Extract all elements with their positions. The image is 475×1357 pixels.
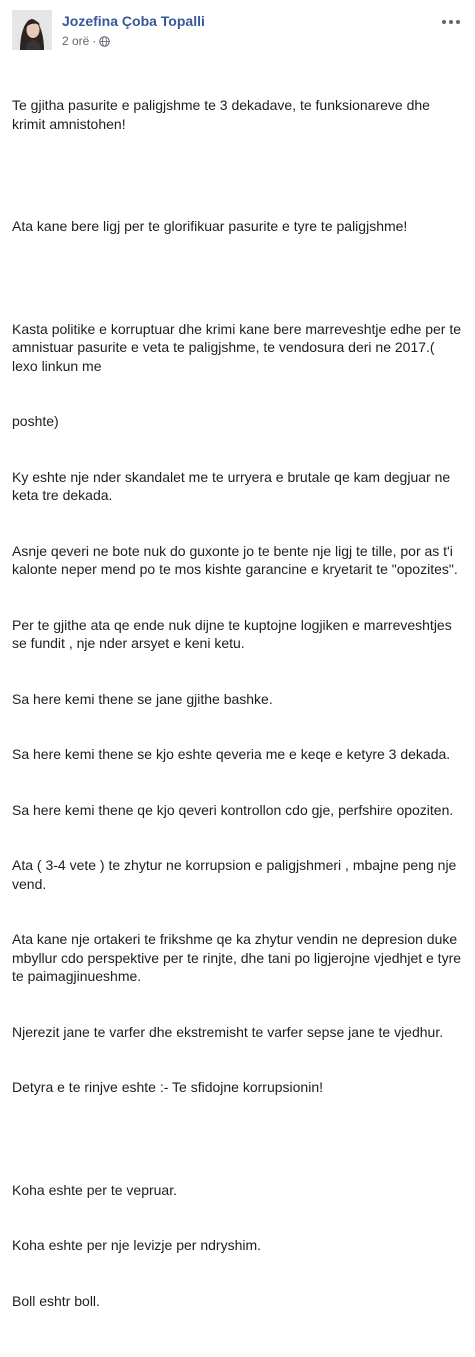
post-line: Njerezit jane te varfer dhe ekstremisht te varfer sepse jane te vjedhur.	[12, 1023, 444, 1040]
meta-separator: ·	[92, 34, 97, 48]
post-line: Ky eshte nje nder skandalet me te urryera e brutale qe kam degjuar ne keta tre dekada.	[12, 468, 455, 503]
post-line: poshte)	[12, 413, 59, 429]
more-options-icon[interactable]	[439, 12, 463, 32]
post-line: Ata kane bere ligj per te glorifikuar pasurite e tyre te paligjshme!	[12, 218, 408, 234]
post-line: Sa here kemi thene se kjo eshte qeveria me e keqe e ketyre 3 dekada.	[12, 746, 451, 762]
author-name[interactable]: Jozefina Çoba Topalli	[62, 13, 205, 29]
avatar-photo	[12, 10, 52, 50]
post-paragraph-4	[12, 1144, 463, 1348]
post-header	[12, 10, 463, 52]
post-line: Kasta politike e korruptuar dhe krimi kane bere marreveshtje edhe per te amnistuar pasurite e veta te paligjshme, te vendosura deri ne 2017.( lexo linkun me	[12, 320, 465, 374]
post-line: Boll eshtr boll.	[12, 1292, 100, 1309]
post-line: Asnje qeveri ne bote nuk do guxonte jo te bente nje ligj te tille, por as t'i kalonte neper mend po te mos kishte garancine e kryetarit te "opozites".	[12, 542, 458, 577]
post-line: Sa here kemi thene se jane gjithe bashke.	[12, 690, 273, 707]
post-line: Koha eshte per nje levizje per ndryshim.	[12, 1237, 262, 1253]
post-line: Sa here kemi thene qe kjo qeveri kontrollon cdo gje, perfshire opoziten.	[12, 801, 454, 818]
post-meta	[62, 34, 110, 48]
post-time[interactable]: 2 orë	[62, 34, 90, 48]
globe-icon[interactable]	[99, 36, 110, 47]
post-paragraph-3	[12, 283, 463, 1134]
post-line: Ata ( 3-4 vete ) te zhytur ne korrupsion e paligjshmeri , mbajne peng nje vend.	[12, 857, 461, 892]
post-line: Te gjitha pasurite e paligjshme te 3 dekadave, te funksionareve dhe krimit amnistohen!	[12, 97, 434, 132]
avatar[interactable]	[12, 10, 52, 50]
post-line: Koha eshte per te vepruar.	[12, 1181, 177, 1198]
post-body	[12, 59, 463, 1357]
post-paragraph-2	[12, 180, 463, 273]
post-line: Ata kane nje ortakeri te frikshme qe ka zhytur vendin ne depresion duke mbyllur cdo perspektive per te rinjte, dhe tani po ligjerojne vjedhjet e tyre te paimagjinueshme.	[12, 931, 465, 984]
post-line: Detyra e te rinjve eshte :- Te sfidojne korrupsionin!	[12, 1079, 324, 1095]
post-paragraph-1	[12, 59, 463, 170]
post-line: Per te gjithe ata qe ende nuk dijne te kuptojne logjiken e marreveshtjes se fundit , nje nder arsyet e keni ketu.	[12, 616, 456, 651]
